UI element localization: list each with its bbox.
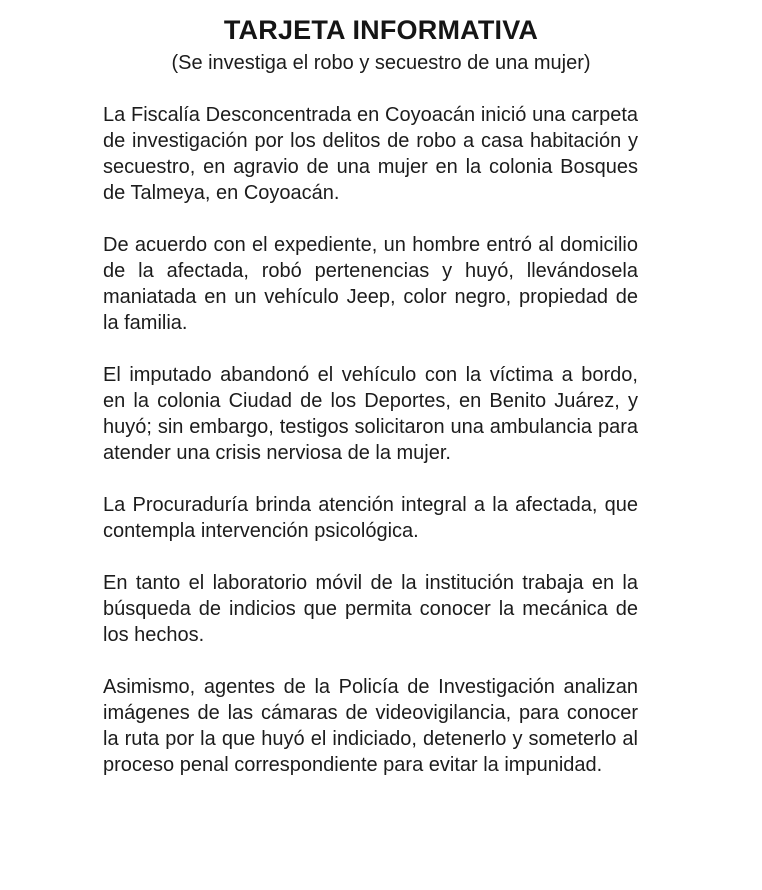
paragraph-mobile-lab: En tanto el laboratorio móvil de la institución trabaja en la búsqueda de indicios que permita conocer la mecánica de los hechos. — [103, 572, 638, 646]
paragraph-investigation-opened: La Fiscalía Desconcentrada en Coyoacán inició una carpeta de investigación por los delitos de robo a casa habitación y secuestro, en agravio de una mujer en la colonia Bosques de Talmeya, en Coyoacán. — [103, 104, 638, 204]
document-subtitle: (Se investiga el robo y secuestro de una mujer) — [171, 52, 591, 74]
paragraph-vehicle-abandoned: El imputado abandonó el vehículo con la víctima a bordo, en la colonia Ciudad de los Deportes, en Benito Juárez, y huyó; sin embargo, testigos solicitaron una ambulancia para atender una crisis nerviosa de la mujer. — [103, 364, 638, 464]
paragraph-police-investigation: Asimismo, agentes de la Policía de Investigación analizan imágenes de las cámaras de videovigilancia, para conocer la ruta por la que huyó el indiciado, detenerlo y someterlo al proceso penal correspondiente para evitar la impunidad. — [103, 676, 638, 776]
paragraph-case-details: De acuerdo con el expediente, un hombre entró al domicilio de la afectada, robó pertenencias y huyó, llevándosela maniatada en un vehículo Jeep, color negro, propiedad de la familia. — [103, 234, 638, 334]
document-body — [103, 102, 638, 804]
paragraph-victim-care: La Procuraduría brinda atención integral a la afectada, que contempla intervención psicológica. — [103, 494, 638, 542]
document-title: TARJETA INFORMATIVA — [223, 15, 539, 45]
